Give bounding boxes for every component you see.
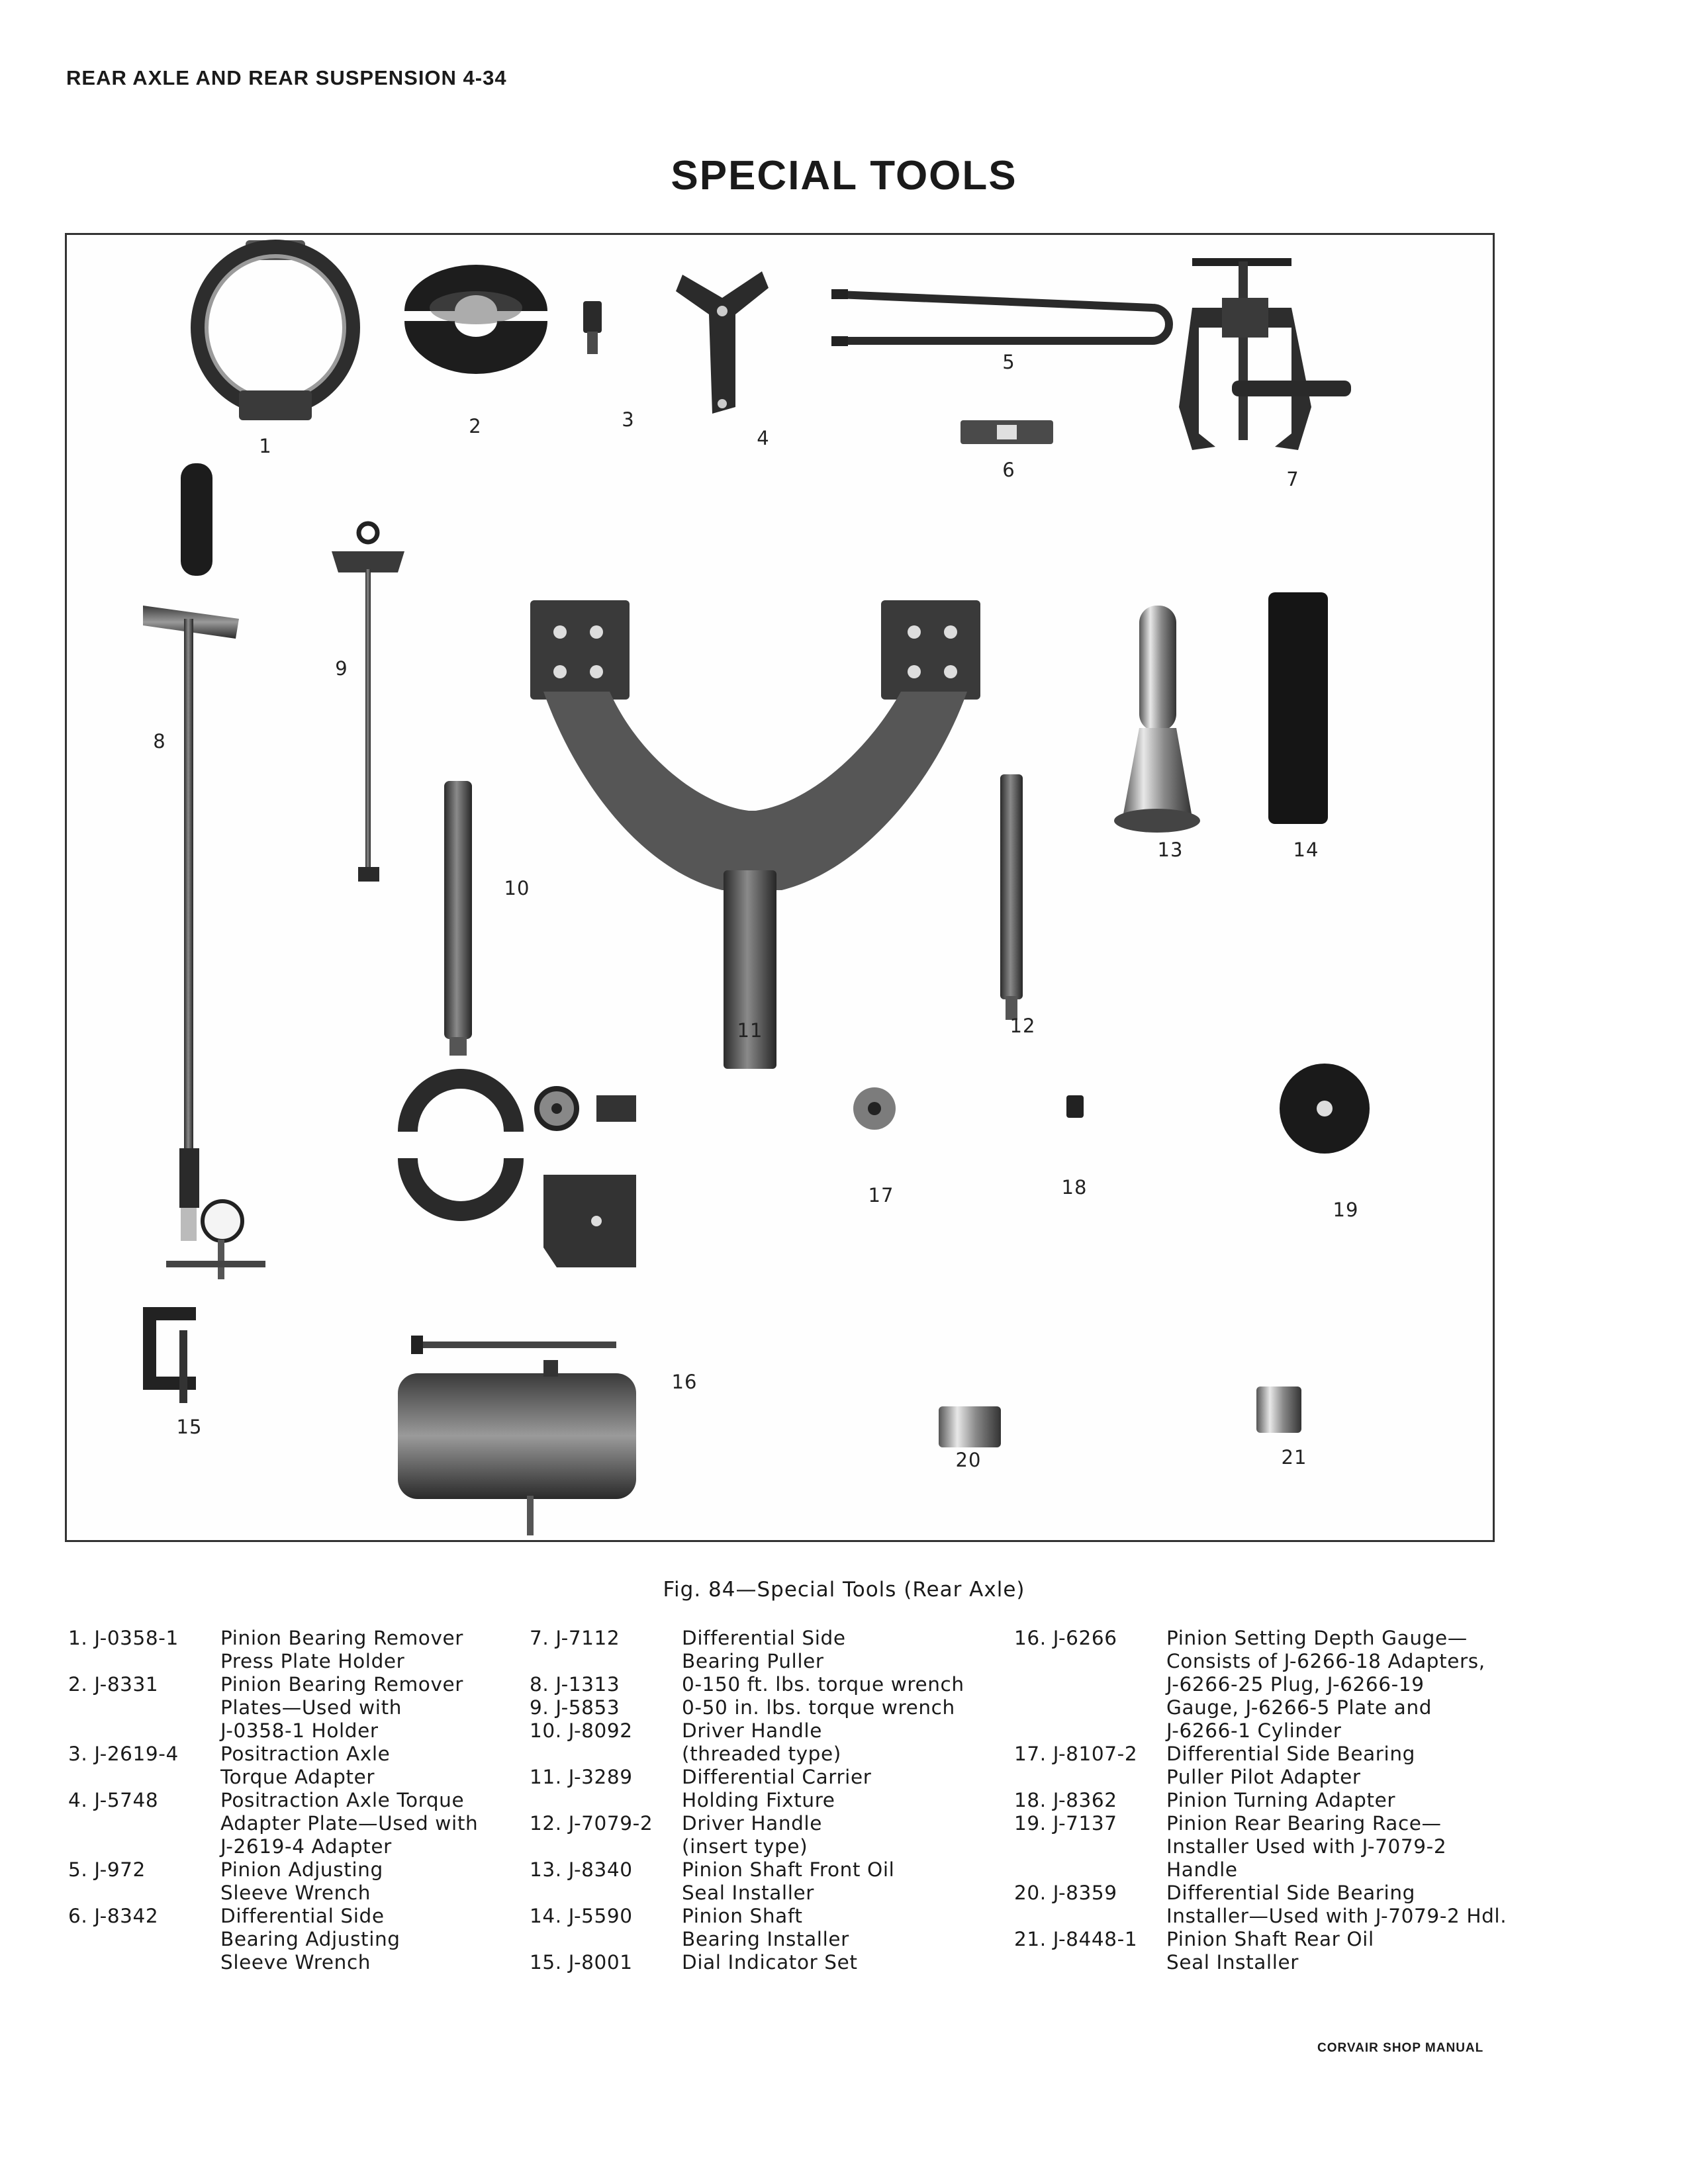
legend-item-number: 12. J-7079-2: [530, 1812, 653, 1835]
legend-item-description: [1166, 1882, 1517, 1928]
legend-item-number: 10. J-8092: [530, 1719, 633, 1742]
tool-label-3: 3: [622, 408, 635, 431]
tool-10-driver-handle: [444, 781, 472, 1056]
legend-item-number: 20. J-8359: [1014, 1882, 1117, 1904]
tool-label-16: 16: [671, 1371, 698, 1393]
legend-item: [530, 1766, 1033, 1812]
legend-item-number: 7. J-7112: [530, 1627, 620, 1649]
legend-item: [68, 1905, 571, 1974]
tool-8-torque-wrench-150: [143, 463, 239, 1241]
tool-16-depth-gauge: [398, 1069, 636, 1535]
legend-item-description: [682, 1696, 1033, 1719]
legend-item-line: Differential Side Bearing: [1166, 1882, 1415, 1904]
legend-item-line: Seal Installer: [1166, 1951, 1299, 1974]
legend-item-number: 19. J-7137: [1014, 1812, 1117, 1835]
legend-item-line: Driver Handle: [682, 1812, 822, 1835]
legend-item: [68, 1858, 571, 1905]
legend-item-number: 16. J-6266: [1014, 1627, 1117, 1649]
legend-item-line: Sleeve Wrench: [220, 1882, 371, 1904]
legend-item-line: J-6266-1 Cylinder: [1166, 1719, 1342, 1742]
legend-item-number: 18. J-8362: [1014, 1789, 1117, 1811]
legend-item-line: Bearing Installer: [682, 1928, 849, 1950]
legend-item-line: 0-50 in. lbs. torque wrench: [682, 1696, 955, 1719]
tool-label-19: 19: [1333, 1199, 1359, 1221]
tool-label-6: 6: [1002, 459, 1015, 481]
legend-item-line: Sleeve Wrench: [220, 1951, 371, 1974]
legend-item-line: Driver Handle: [682, 1719, 822, 1742]
legend-item-line: Installer—Used with J-7079-2 Hdl.: [1166, 1905, 1507, 1927]
tool-label-2: 2: [469, 415, 482, 437]
legend-item-line: Installer Used with J-7079-2: [1166, 1835, 1447, 1858]
running-head: REAR AXLE AND REAR SUSPENSION 4-34: [66, 66, 507, 89]
tool-7-bearing-puller: [1179, 258, 1351, 450]
tools-illustration: [67, 235, 1493, 1540]
legend-item-number: 11. J-3289: [530, 1766, 633, 1788]
tool-17-pilot-adapter: [853, 1087, 896, 1130]
legend-item: [1014, 1882, 1517, 1928]
tool-3-torque-adapter: [583, 301, 602, 354]
legend-item-description: [1166, 1928, 1517, 1974]
legend-item-line: Differential Side Bearing: [1166, 1743, 1415, 1765]
legend-item-description: [682, 1719, 1033, 1766]
tool-2-remover-plates: [404, 265, 547, 374]
legend-item-line: Plates—Used with: [220, 1696, 402, 1719]
legend-item-line: Differential Side: [682, 1627, 846, 1649]
legend-item-number: 8. J-1313: [530, 1673, 620, 1696]
legend-item-line: Holding Fixture: [682, 1789, 835, 1811]
tool-label-18: 18: [1061, 1176, 1088, 1199]
tool-19-race-installer: [1280, 1064, 1370, 1154]
legend-item-line: Pinion Shaft: [682, 1905, 803, 1927]
legend-item: [68, 1673, 571, 1743]
legend-item-description: [220, 1673, 571, 1743]
tool-label-4: 4: [757, 427, 770, 449]
legend-item-description: [682, 1673, 1033, 1696]
legend-item-description: [682, 1951, 1033, 1974]
legend-item-line: Pinion Turning Adapter: [1166, 1789, 1396, 1811]
legend-item-line: Differential Side: [220, 1905, 385, 1927]
tool-label-8: 8: [153, 730, 166, 752]
tool-21-rear-seal-installer: [1256, 1387, 1301, 1433]
legend-item-number: 15. J-8001: [530, 1951, 633, 1974]
legend-item-line: Press Plate Holder: [220, 1650, 405, 1672]
page-title: SPECIAL TOOLS: [671, 153, 1017, 199]
legend-item-number: 5. J-972: [68, 1858, 146, 1881]
tool-label-7: 7: [1286, 468, 1299, 490]
legend-item-line: Seal Installer: [682, 1882, 815, 1904]
tool-9-torque-wrench-50: [332, 523, 404, 882]
tools-photo: [65, 233, 1495, 1542]
legend-item-line: Pinion Bearing Remover: [220, 1673, 463, 1696]
tool-label-9: 9: [335, 657, 348, 680]
legend-item-number: 1. J-0358-1: [68, 1627, 179, 1649]
legend-item: [530, 1905, 1033, 1951]
legend-item-line: Bearing Adjusting: [220, 1928, 400, 1950]
legend-item-description: [1166, 1812, 1517, 1882]
tool-13-seal-installer: [1114, 606, 1200, 833]
legend-item-line: J-0358-1 Holder: [220, 1719, 379, 1742]
legend-item-number: 17. J-8107-2: [1014, 1743, 1138, 1765]
legend-item-description: [220, 1789, 571, 1858]
legend-item-description: [1166, 1789, 1517, 1812]
legend-item-line: (insert type): [682, 1835, 808, 1858]
legend-item: [530, 1858, 1033, 1905]
tool-label-12: 12: [1009, 1015, 1036, 1037]
tool-1-press-plate-holder: [199, 240, 352, 420]
legend-item-number: 9. J-5853: [530, 1696, 620, 1719]
legend-item: [530, 1673, 1033, 1696]
footer: CORVAIR SHOP MANUAL: [1317, 2041, 1484, 2055]
legend-item-description: [220, 1627, 571, 1673]
tool-5-adjusting-wrench: [831, 289, 1169, 346]
legend-item: [530, 1696, 1033, 1719]
legend-item: [1014, 1789, 1517, 1812]
legend-item-line: J-6266-25 Plug, J-6266-19: [1166, 1673, 1425, 1696]
legend-item: [68, 1789, 571, 1858]
legend-item-line: Pinion Bearing Remover: [220, 1627, 463, 1649]
legend-item-line: 0-150 ft. lbs. torque wrench: [682, 1673, 964, 1696]
tool-label-15: 15: [176, 1416, 203, 1438]
tool-11-holding-fixture: [530, 600, 980, 1069]
tool-6-bearing-wrench: [961, 420, 1053, 444]
legend-item-line: Adapter Plate—Used with: [220, 1812, 479, 1835]
tool-12-driver-handle-insert: [1000, 774, 1023, 1020]
legend-item-description: [682, 1905, 1033, 1951]
tool-label-13: 13: [1157, 839, 1184, 861]
legend-item-line: J-2619-4 Adapter: [220, 1835, 392, 1858]
legend-item: [530, 1627, 1033, 1673]
legend-item-line: Pinion Adjusting: [220, 1858, 383, 1881]
legend-item-line: Pinion Shaft Rear Oil: [1166, 1928, 1374, 1950]
legend-item-description: [682, 1627, 1033, 1673]
legend-item: [68, 1627, 571, 1673]
legend-item-description: [682, 1766, 1033, 1812]
figure-caption: Fig. 84—Special Tools (Rear Axle): [663, 1578, 1025, 1602]
legend-item-description: [220, 1858, 571, 1905]
legend-item-number: 4. J-5748: [68, 1789, 159, 1811]
legend-item-line: Puller Pilot Adapter: [1166, 1766, 1361, 1788]
legend-item-line: Bearing Puller: [682, 1650, 824, 1672]
legend-item: [1014, 1743, 1517, 1789]
tool-label-14: 14: [1293, 839, 1319, 861]
legend-item-line: Dial Indicator Set: [682, 1951, 858, 1974]
legend-item-description: [220, 1743, 571, 1789]
legend-item-description: [682, 1858, 1033, 1905]
legend-item: [530, 1951, 1033, 1974]
tool-label-17: 17: [868, 1184, 894, 1206]
legend-item-line: Positraction Axle: [220, 1743, 391, 1765]
legend-item-number: 21. J-8448-1: [1014, 1928, 1138, 1950]
legend-item: [1014, 1812, 1517, 1882]
legend-item-line: Gauge, J-6266-5 Plate and: [1166, 1696, 1432, 1719]
tool-14-bearing-installer: [1268, 592, 1328, 824]
legend-column-1: [68, 1627, 571, 1974]
tool-label-21: 21: [1281, 1446, 1307, 1469]
legend-item-line: Consists of J-6266-18 Adapters,: [1166, 1650, 1485, 1672]
tool-20-side-bearing-installer: [939, 1406, 1001, 1447]
legend-item-number: 13. J-8340: [530, 1858, 633, 1881]
legend-item: [1014, 1928, 1517, 1974]
legend-item-description: [1166, 1743, 1517, 1789]
tool-18-turning-adapter: [1066, 1095, 1084, 1118]
legend-item-description: [682, 1812, 1033, 1858]
legend-item-description: [1166, 1627, 1517, 1743]
tool-label-5: 5: [1002, 351, 1015, 373]
legend-item-line: (threaded type): [682, 1743, 841, 1765]
tool-label-11: 11: [737, 1019, 763, 1042]
tool-15-dial-indicator: [143, 1201, 265, 1403]
legend-item-line: Pinion Setting Depth Gauge—: [1166, 1627, 1468, 1649]
legend-item-line: Differential Carrier: [682, 1766, 872, 1788]
legend-item: [1014, 1627, 1517, 1743]
tool-4-adapter-plate: [676, 271, 769, 414]
legend-item-number: 6. J-8342: [68, 1905, 159, 1927]
tool-label-20: 20: [955, 1449, 982, 1471]
legend-column-3: [1014, 1627, 1517, 1974]
legend-item: [68, 1743, 571, 1789]
tool-label-1: 1: [259, 435, 272, 457]
legend-item-description: [220, 1905, 571, 1974]
legend-item: [530, 1812, 1033, 1858]
legend-item-line: Torque Adapter: [220, 1766, 375, 1788]
legend-item-line: Handle: [1166, 1858, 1238, 1881]
tool-label-10: 10: [504, 877, 530, 899]
legend-column-2: [530, 1627, 1033, 1974]
legend-item-number: 2. J-8331: [68, 1673, 159, 1696]
legend-item-number: 14. J-5590: [530, 1905, 633, 1927]
legend-item: [530, 1719, 1033, 1766]
legend-item-number: 3. J-2619-4: [68, 1743, 179, 1765]
legend-item-line: Pinion Rear Bearing Race—: [1166, 1812, 1442, 1835]
legend-item-line: Positraction Axle Torque: [220, 1789, 465, 1811]
legend-item-line: Pinion Shaft Front Oil: [682, 1858, 895, 1881]
